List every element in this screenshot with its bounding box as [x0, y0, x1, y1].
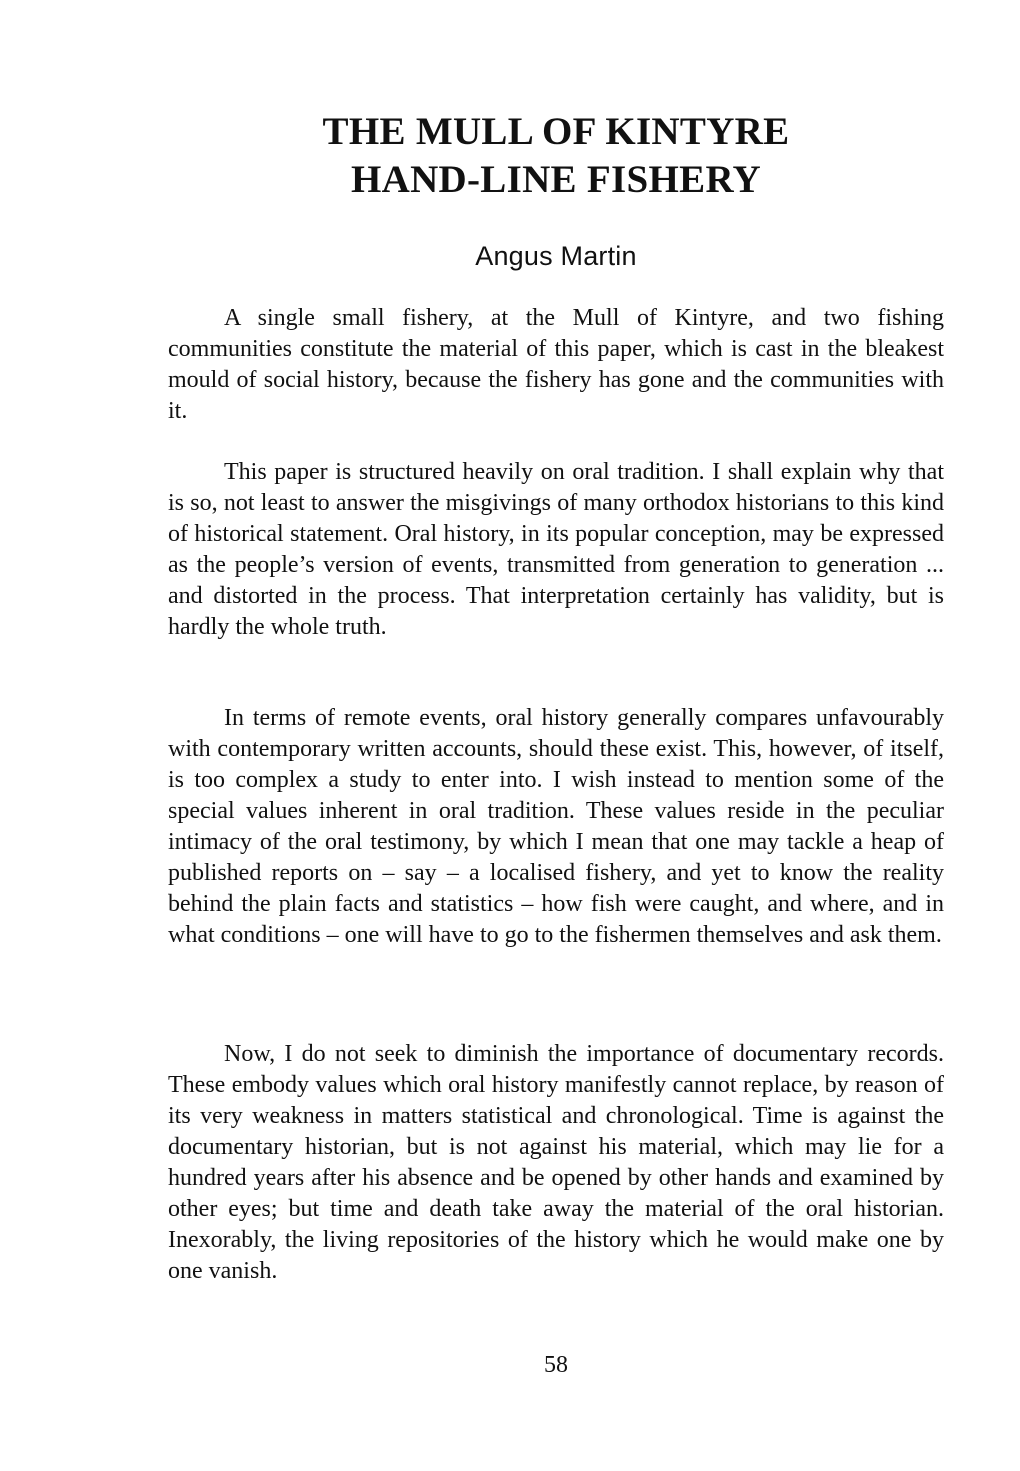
body-paragraph-3: In terms of remote events, oral history generally compares unfavourably with contemporary written accounts, should these exist. This, however, of itself, is too complex a study to enter into. I wish instead to mention some of the special values inherent in oral tradition. These values reside in the peculiar intimacy of the oral testimony, by which I mean that one may tackle a heap of published reports on – say – a localised fishery, and yet to know the reality behind the plain facts and statistics – how fish were caught, and where, and in what conditions – one will have to go to the fishermen themselves and ask them. — [168, 705, 944, 948]
author-name: Angus Martin — [475, 241, 637, 271]
title-line-1: THE MULL OF KINTYRE — [322, 110, 790, 153]
body-paragraph-4: Now, I do not seek to diminish the importance of documentary records. These embody values which oral history manifestly cannot replace, by reason of its very weakness in matters statistical and chronological. Time is against the documentary historian, but is not against his material, which may lie for a hundred years after his absence and be opened by other hands and examined by other eyes; but time and death take away the material of the oral historian. Inexorably, the living repositories of the history which he would make one by one vanish. — [168, 1041, 944, 1284]
page-number: 58 — [544, 1352, 568, 1378]
body-paragraph-1: A single small fishery, at the Mull of Kintyre, and two fishing communities constitute the material of this paper, which is cast in the bleakest mould of social history, because the fishery has gone and the communities with it. — [168, 305, 944, 424]
document-page — [168, 0, 944, 1471]
article-title — [168, 108, 944, 204]
title-line-2: HAND-LINE FISHERY — [350, 158, 762, 201]
body-paragraph-2: This paper is structured heavily on oral tradition. I shall explain why that is so, not least to answer the misgivings of many orthodox historians to this kind of historical statement. Oral history, in its popular conception, may be expressed as the people’s version of events, transmitted from generation to generation ... and distorted in the process. That interpretation certainly has validity, but is hardly the whole truth. — [168, 459, 944, 640]
